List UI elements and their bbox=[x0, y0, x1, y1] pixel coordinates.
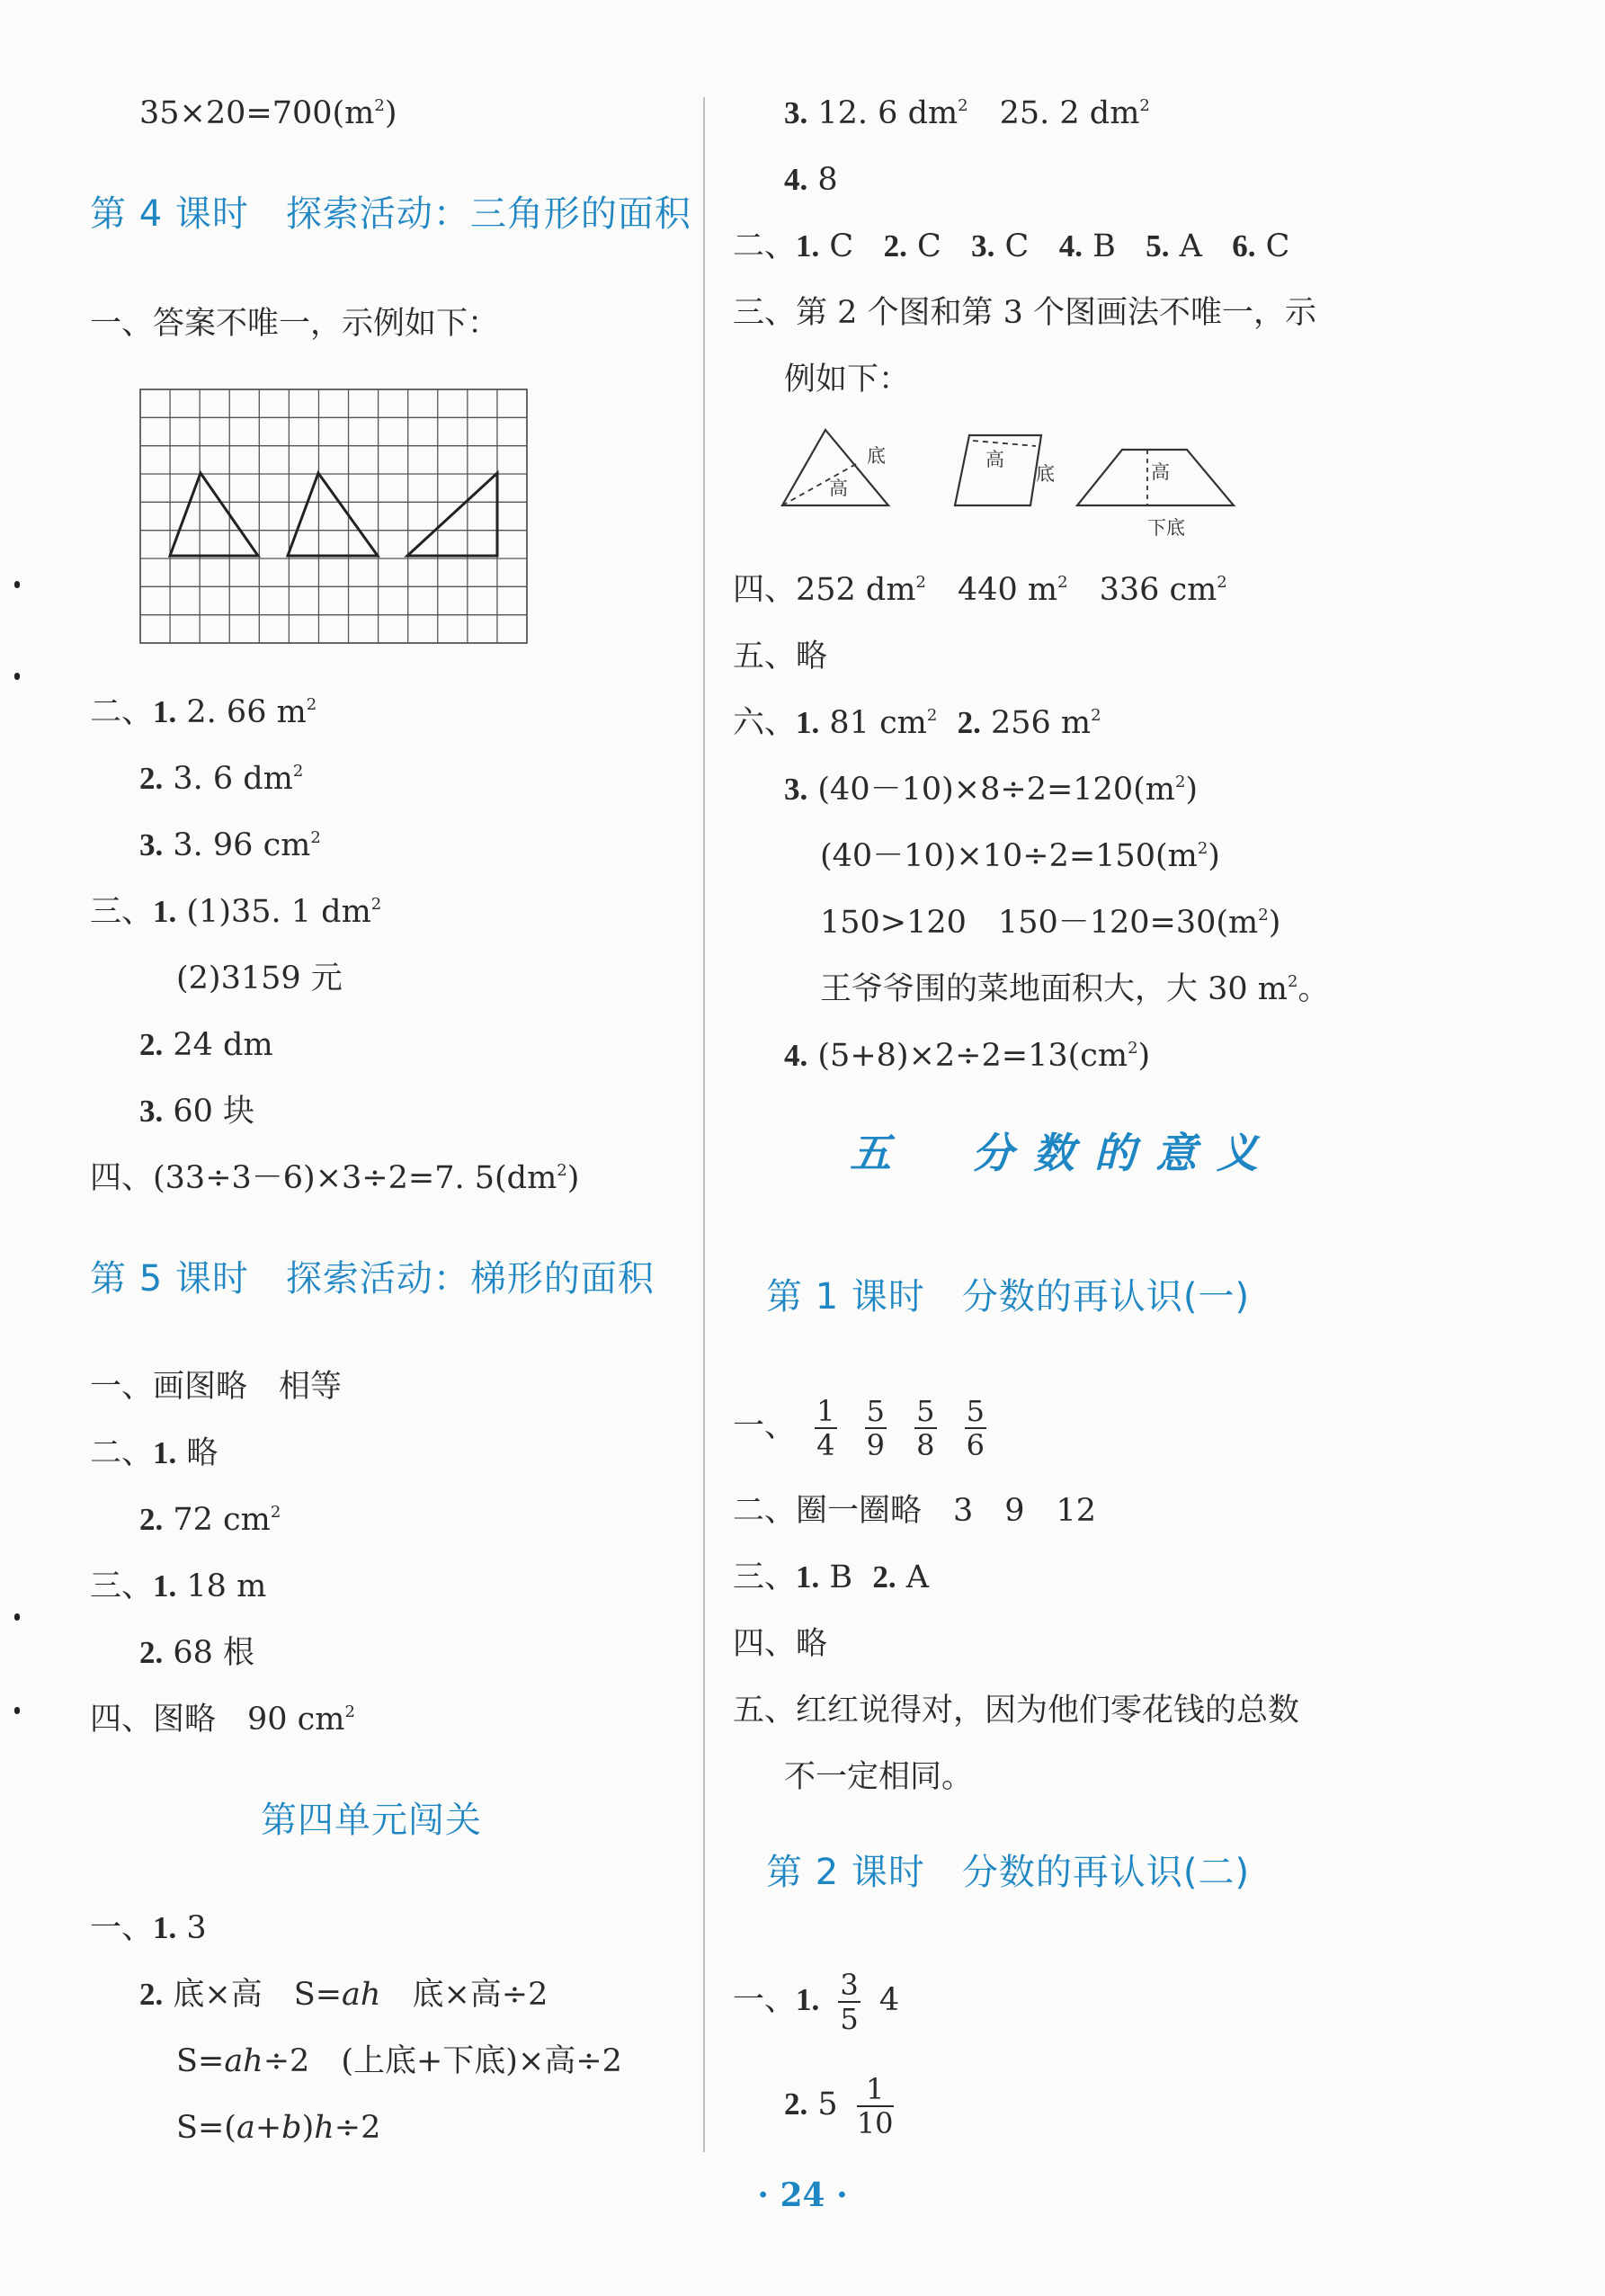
answer-line: 例如下： bbox=[784, 362, 911, 398]
margin-mark bbox=[14, 1707, 20, 1714]
answer-line: S=(a+b)h÷2 bbox=[176, 2110, 381, 2146]
answer-line: 4. $(5+8)\times 2\div 2=13(cm^2)$ bbox=[784, 1038, 1151, 1074]
answer-line: 二、1. C 2. C 3. C 4. B 5. A 6. C bbox=[733, 228, 1290, 264]
unit4-test-heading: 第四单元闯关 bbox=[261, 1800, 482, 1841]
answer-line: 4. 8 bbox=[784, 162, 838, 198]
answer-line: 五、略 bbox=[733, 639, 828, 675]
fraction: $\frac{1}{4}$ bbox=[816, 1393, 835, 1462]
answer-line: 3. 12. 6 $dm^2$ 25. 2 $dm^2$ bbox=[784, 95, 1150, 131]
base-height-figures bbox=[773, 423, 1241, 549]
answer-line: 不一定相同。 bbox=[784, 1759, 974, 1795]
answer-line: 三、第 2 个图和第 3 个图画法不唯一，示 bbox=[733, 295, 1317, 331]
label-gao: 高 bbox=[829, 478, 848, 499]
margin-mark bbox=[14, 1613, 20, 1621]
triangle-1 bbox=[170, 473, 258, 556]
answer-line: 四、图略 90 $cm^2$ bbox=[90, 1702, 355, 1738]
answer-line: 2. 68 根 bbox=[139, 1635, 255, 1671]
answer-line: 一、1. 3 bbox=[90, 1910, 207, 1946]
answer-line: 3. 60 块 bbox=[139, 1094, 255, 1130]
page-number: · 24 · bbox=[757, 2176, 848, 2214]
answer-line: 150>120 $150-120=30(m^2)$ bbox=[820, 905, 1281, 941]
answer-line: 三、1. (1)35. 1 $dm^2$ bbox=[90, 894, 382, 930]
answer-line: 三、1. B 2. A bbox=[733, 1559, 930, 1595]
answer-line: 2. 底×高 S=ah 底×高÷2 bbox=[139, 1977, 548, 2013]
parallelogram-shape bbox=[955, 435, 1041, 505]
answer-line: 3. $(40-10)\times 8\div 2=120(m^2)$ bbox=[784, 772, 1199, 808]
label-di: 底 bbox=[867, 445, 886, 467]
lesson4-heading: 第 4 课时 探索活动：三角形的面积 bbox=[90, 193, 691, 235]
column-divider bbox=[703, 97, 705, 2152]
triangle-3 bbox=[407, 473, 497, 556]
formula-line: $35\times 20=700(m^2)$ bbox=[139, 95, 397, 131]
fraction: $\frac{3}{5}$ bbox=[840, 1967, 859, 2036]
answer-line: 二、圈一圈略 3 9 12 bbox=[733, 1493, 1097, 1529]
fraction: $\frac{5}{9}$ bbox=[866, 1393, 886, 1462]
answer-line: 2. 72 $cm^2$ bbox=[139, 1502, 281, 1538]
answer-line: 一、画图略 相等 bbox=[90, 1369, 343, 1405]
answer-line: $(40-10)\times 10\div 2=150(m^2)$ bbox=[820, 838, 1220, 874]
answer-line: 二、1. 2. 66 $m^2$ bbox=[90, 694, 317, 730]
answer-line: 四、(33÷3－6)×3÷2=7. $5(dm^2)$ bbox=[90, 1160, 580, 1196]
answer-line: 王爷爷围的菜地面积大，大 30 $m^2$。 bbox=[820, 971, 1330, 1007]
unit5-title: 五 分数的意义 bbox=[850, 1129, 1278, 1177]
label-xiadi: 下底 bbox=[1147, 517, 1185, 539]
triangle-2 bbox=[288, 473, 378, 556]
answer-line: 二、1. 略 bbox=[90, 1435, 218, 1471]
fraction-answer-line: 2. 5 $\frac{1}{10}$ bbox=[784, 2071, 894, 2140]
fraction-answer-line: 一、1. $\frac{3}{5}$ 4 bbox=[733, 1967, 900, 2036]
answer-line: 2. 3. 6 $dm^2$ bbox=[139, 761, 304, 797]
label-di: 底 bbox=[1036, 463, 1055, 485]
lesson5-heading: 第 5 课时 探索活动：梯形的面积 bbox=[90, 1258, 655, 1300]
answer-line: (2)3159 元 bbox=[176, 960, 343, 996]
answer-line: 四、略 bbox=[733, 1626, 828, 1662]
label-gao: 高 bbox=[985, 449, 1004, 470]
margin-mark bbox=[14, 581, 20, 588]
fraction: $\frac{5}{8}$ bbox=[916, 1393, 935, 1462]
answer-line: 3. 3. 96 $cm^2$ bbox=[139, 827, 321, 863]
answer-line: 五、红红说得对，因为他们零花钱的总数 bbox=[733, 1693, 1300, 1729]
triangle-grid-figure bbox=[139, 389, 528, 644]
answer-line: 三、1. 18 m bbox=[90, 1568, 267, 1604]
answer-line: 2. 24 dm bbox=[139, 1027, 273, 1063]
unit5-lesson2-heading: 第 2 课时 分数的再认识(二) bbox=[766, 1852, 1251, 1893]
answer-line: 四、252 $dm^2$ 440 $m^2$ 336 $cm^2$ bbox=[733, 572, 1227, 608]
answer-line: S=ah÷2 (上底+下底)×高÷2 bbox=[176, 2043, 622, 2079]
answer-line: 六、1. 81 $cm^2$ 2. 256 $m^2$ bbox=[733, 705, 1101, 741]
margin-mark bbox=[14, 673, 20, 680]
unit5-lesson1-heading: 第 1 课时 分数的再认识(一) bbox=[766, 1276, 1251, 1318]
fraction: $\frac{5}{6}$ bbox=[966, 1393, 985, 1462]
label-gao: 高 bbox=[1151, 461, 1170, 483]
fraction: $\frac{1}{10}$ bbox=[856, 2071, 894, 2140]
answer-line: 一、答案不唯一，示例如下： bbox=[90, 306, 500, 342]
fraction-answer-line: 一、 $\frac{1}{4}$ $\frac{5}{9}$ $\frac{5}{8}$ $\frac{5}{6}$ bbox=[733, 1393, 985, 1462]
